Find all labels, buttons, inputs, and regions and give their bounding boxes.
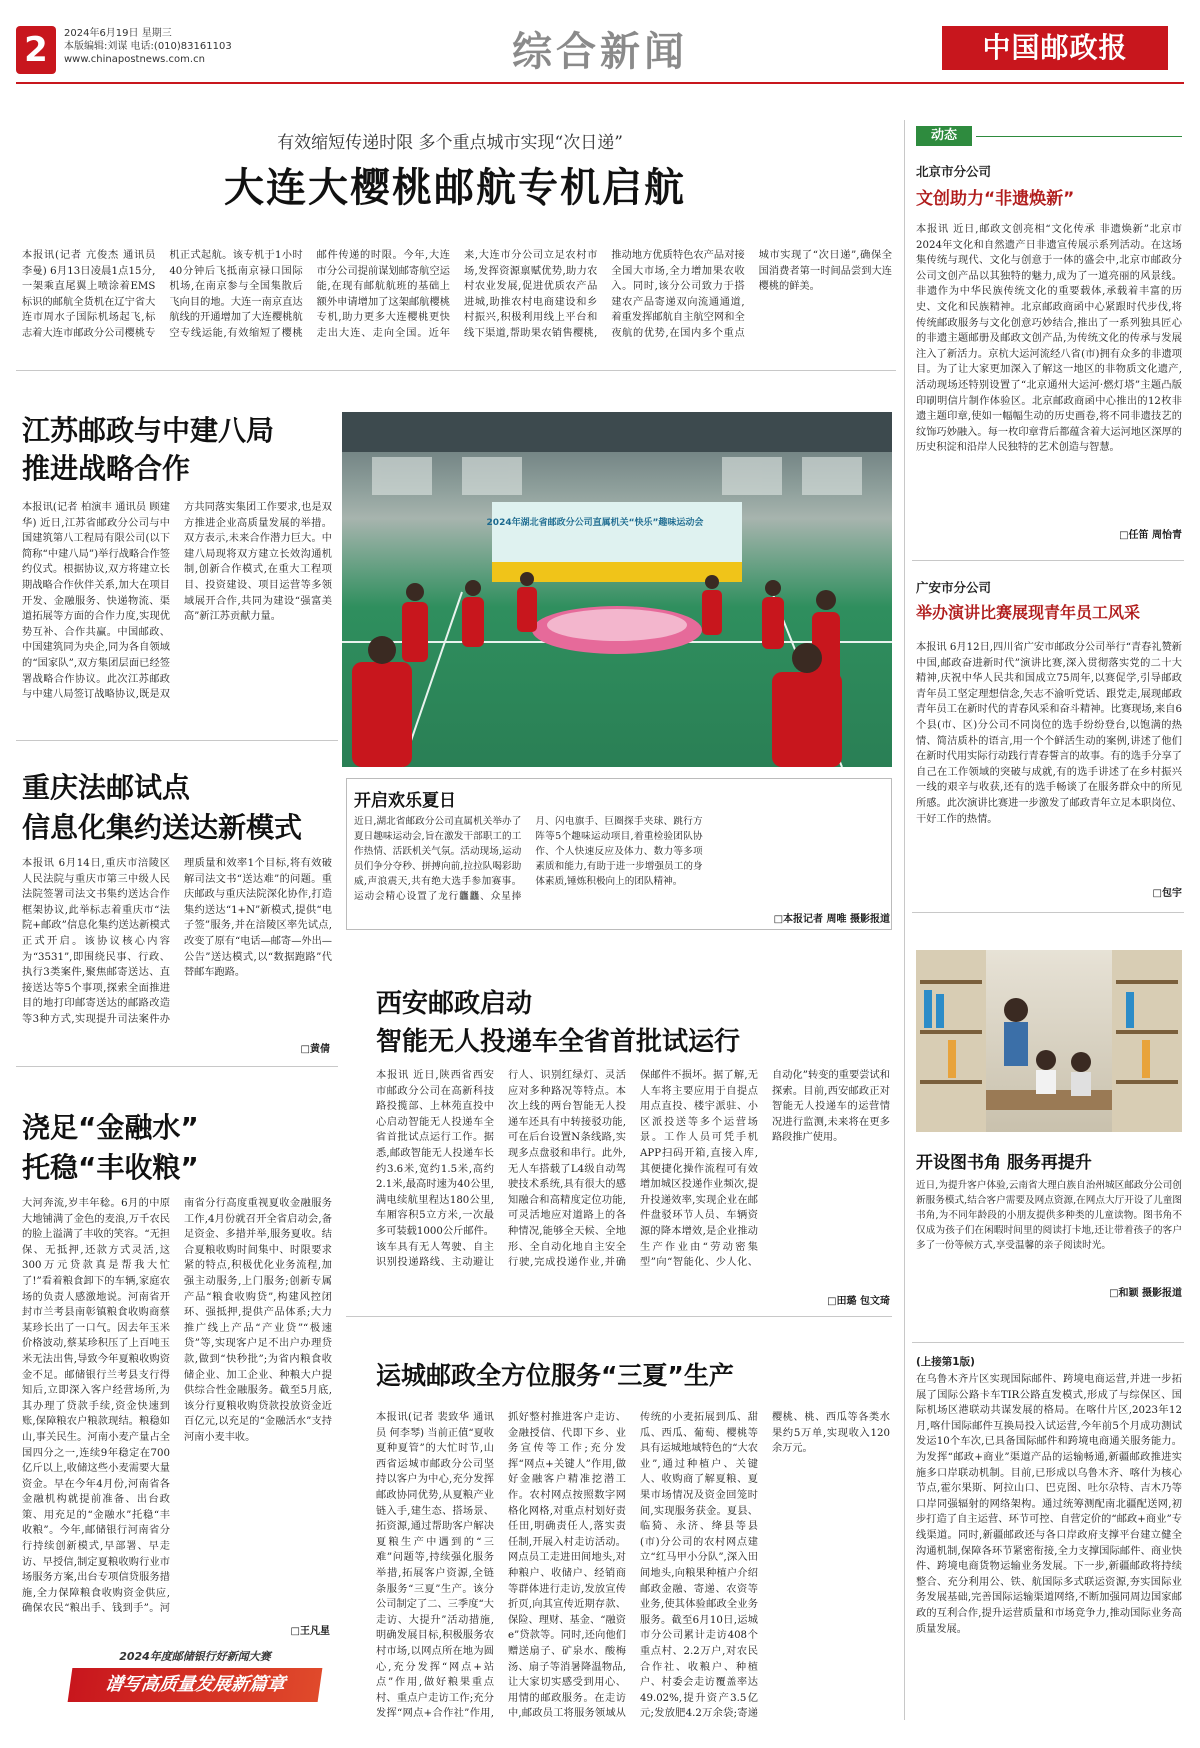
xinjiang-body: 在乌鲁木齐片区实现国际邮件、跨境电商运营,并进一步拓展了国际公路卡车TIR公路直发模式,形成了与综保区、国际机场区港联动共谋发展的格局。在喀什片区,2023年12月,喀什国际邮件互换局投入试运营,今年前5个月成功测试发运10个车次,已具备国际邮件和跨境电商通关服务能力。为发挥“邮政+商业”渠道产品的运输畅通,新疆邮政推进实施多口岸联动机制。目前,已形成以乌鲁木齐、喀什为核心节点,霍尔果斯、阿拉山口、巴克图、吐尔尕特、吉木乃等口岸同强辐射的网络架构。通过统筹测配南北疆配送网,初步打造了自主运营、环节可控、自营定价的“邮政+商业”专线渠道。同时,新疆邮政还与各口岸政府支撑平台建立健全沟通机制,保障各环节紧密衔接,全力支撑国际邮件、商业快件、跨境电商货物运输业务发展。下一步,新疆邮政将持续整合、充分利用公、铁、航国际多式联运资源,夯实国际业务发展基础,完善国际运输渠道网络,不断加强同周边国家邮政的互利合作,提升运营质量和市场竞争力,推动国际业务高质量发展。 xyxy=(916,1374,1182,1635)
beijing-title: 文创助力“非遗焕新” xyxy=(916,189,1075,209)
xian-title xyxy=(376,985,740,1061)
banner-top-text: 2024年度邮储银行好新闻大赛 xyxy=(119,1650,271,1663)
editor-info: 本版编辑:刘谋 电话:(010)83161103 xyxy=(64,41,232,52)
banner-main: 谱写高质量发展新篇章 xyxy=(68,1668,323,1702)
lead-rule xyxy=(16,370,896,371)
dongtai-label xyxy=(916,126,972,146)
guangan-body: 本报讯 6月12日,四川省广安市邮政分公司举行“青春礼赞新中国,邮政奋进新时代”演讲比赛,深入贯彻落实党的二十大精神,庆祝中华人民共和国成立75周年,以赛促学,引导邮政青年员工坚定理想信念,矢志不渝听党话、跟党走,展现邮政青年员工在新时代的青春风采和奋斗精神。比赛现场,来自6个县(市、区)分公司不同岗位的选手纷纷登台,以饱满的热情、简洁质朴的语言,用一个个鲜活生动的案例,讲述了他们在新时代用实际行动践行青春誓言的故事。有的选手分享了自己在工作领域的突破与成就,有的选手讲述了在乡村振兴一线的艰辛与收获,还有的选手畅谈了在服务群众中的所见所感。此次演讲比赛进一步激发了邮政青年立足本职岗位、干好工作的热情。 xyxy=(916,642,1182,825)
section-title: 综合新闻 xyxy=(512,28,688,75)
lead-body: 本报讯(记者 亢俊杰 通讯员 李曼) 6月13日凌晨1点15分,一架乘直尾翼上喷涂着EMS标识的邮航全货机在辽宁省大连市周水子国际机场起飞,标志着大连市邮政分公司樱桃专机正式起航。该专机于1小时40分钟后飞抵南京禄口国际机场,在南京参与全国集散后飞向目的地。大连一南京直达航线的开通增加了大连樱桃航空专线运能,有效缩短了樱桃邮件传递的时限。今年,大连市分公司提前谋划邮寄航空运能,在现有邮航航班的基础上额外申请增加了这架邮航樱桃专机,助力更多大连樱桃更快走出大连、走向全国。近年来,大连市分公司立足农村市场,发挥资源禀赋优势,助力农村农业发展,促进优质农产品进城,助推农村电商建设和乡村振兴,积极利用线上平台和线下渠道,帮助果农销售樱桃,推动地方优质特色农产品对接全国大市场,全力增加果农收入。同时,该分公司致力于搭建农产品寄递双向流通通道,着重发挥邮航自主航空网和全夜航的优势,在国内多个重点城市实现了“次日递”,确保全国消费者第一时间品尝到大连樱桃的鲜美。 xyxy=(22,250,892,339)
issue-date: 2024年6月19日 星期三 xyxy=(64,28,172,39)
sports-day-photo xyxy=(342,412,892,767)
finance-body: 大河奔流,岁丰年稔。6月的中原大地铺满了金色的麦浪,万千农民的脸上溢满了丰收的笑容。“无担保、无抵押,还款方式灵活,这300万元贷款真是帮我大忙了!”看着粮食卸下的车辆,家庭农场的负责人感激地说。河南省开封市兰考县南彰镇粮食收购商蔡某珍长出了一口气。因去年玉米价格波动,蔡某珍积压了上百吨玉米无法出售,导致今年夏粮收购资金不足。邮储银行兰考县支行得知后,立即深入客户经营场所,为其办理了贷款手续,资金快速到账,保障粮农户粮款现结。粮稳如山,事关民生。河南小麦产量占全国四分之一,连续9年稳定在700亿斤以上,收储这些小麦需要大量资金。早在今年4月份,河南省各金融机构就提前准备、出台政策、用充足的“金融水”托稳“丰收粮”。今年,邮储银行河南省分行持续创新模式,早部署、早走访、早授信,制定夏粮收购行业市场服务方案,出台专项信贷服务措施,全力保障粮食收购资金供应,确保农民“粮出手、钱到手”。河南省分行高度重视夏收金融服务工作,4月份就召开全省启动会,备足资金、多措并举,服务夏收。结合夏粮收购时间集中、时限要求紧的特点,积极优化业务流程,加强主动服务,上门服务;创新专属产品“粮食收购贷”,构建风控闭环、强抵押,提供产品体系;大力推广线上产品“产业贷”“极速贷”等,实现客户足不出户办理贷款,做到“快秒批”;为省内粮食收储企业、加工企业、种粮大户提供综合性金融服务。截至5月底,该分行夏粮收购贷款投放资金近百亿元,以充足的“金融活水”支持河南小麦丰收。 xyxy=(22,1198,332,1615)
photo-banner: 2024年湖北省邮政分公司直属机关“快乐”趣味运动会 xyxy=(486,518,704,528)
website: www.chinapostnews.com.cn xyxy=(64,54,205,65)
page-number-badge xyxy=(16,26,56,74)
beijing-credit: □任笛 周怡青 xyxy=(1119,530,1182,541)
finance-credit: □王凡星 xyxy=(290,1626,330,1637)
library-photo xyxy=(916,950,1182,1132)
masthead-rule xyxy=(16,82,1184,84)
xian-title-line2: 智能无人投递车全省首批试运行 xyxy=(376,1027,741,1057)
finance-banner xyxy=(70,1648,320,1712)
chongqing-credit: □黄倩 xyxy=(300,1044,330,1055)
xian-credit: □田璐 包文琦 xyxy=(827,1296,890,1307)
dongtai-rule xyxy=(976,136,1182,137)
paper-logo: 中国邮政报 xyxy=(942,26,1168,70)
yuncheng-title: 运城邮政全方位服务“三夏”生产 xyxy=(376,1361,734,1390)
jiangsu-title-line1: 江苏邮政与中建八局 xyxy=(22,414,275,447)
chongqing-body: 本报讯 6月14日,重庆市涪陵区人民法院与重庆市第三中级人民法院签署司法文书集约送达合作框架协议,此举标志着重庆市“法院+邮政”信息化集约送达新模式正式开启。该协议核心内容为“3531”,即围绕民事、行政、执行3类案件,聚焦邮寄送达、直接送达等5个事项,探索全面推进目的地打印邮寄送达的邮路改造等3种方式,实现提升司法案件办理质量和效率1个目标,将有效破解司法文书“送达难”的问题。重庆邮政与重庆法院深化协作,打造集约送达“1+N”新模式,提供“电子签”服务,并在涪陵区率先试点,改变了原有“电话—邮寄—外出—公告”送达模式,以“数据跑路”代替邮车跑路。 xyxy=(22,858,332,1025)
library-title: 开设图书角 服务再提升 xyxy=(916,1153,1092,1173)
jiangsu-title xyxy=(22,412,274,488)
dongtai-text: 动态 xyxy=(930,128,957,143)
chongqing-title-line1: 重庆法邮试点 xyxy=(22,771,191,804)
photo-credit: □本报记者 周唯 摄影报道 xyxy=(773,914,890,925)
xinjiang-tag: (上接第1版) xyxy=(916,1356,975,1368)
chongqing-title-line2: 信息化集约送达新模式 xyxy=(22,811,303,844)
beijing-body: 本报讯 近日,邮政文创亮相“文化传承 非遗焕新”北京市2024年文化和自然遗产日非遗宣传展示系列活动。在这场集传统与现代、文化与创意于一体的盛会中,北京市邮政分公司文创产品以其独特的魅力,成为了一道亮丽的风景线。非遗作为中华民族传统文化的重要载体,承载着丰富的历史、文化和民族精神。北京邮政商函中心紧跟时代步伐,将传统邮政服务与文化创意巧妙结合,推出了一系列独具匠心的非遗主题邮册及邮政文创产品,为传统文化的传承与发展注入了新活力。京杭大运河流经八省(市)拥有众多的非遗项目。为了让大家更加深入了解这一地区的非物质文化遗产,活动现场还特别设置了“北京通州大运河·燃灯塔”主题凸版印刷明信片制作体验区。北京邮政商函中心推出的12枚非遗主题印章,使如一幅幅生动的历史画卷,将不同非遗技艺的纹饰巧妙融入。每一枚印章背后都蕴含着大运河地区深厚的历史积淀和沿岸人民独特的艺术创造与智慧。 xyxy=(916,224,1182,454)
jiangsu-title-line2: 推进战略合作 xyxy=(22,452,191,485)
xian-body: 本报讯 近日,陕西省西安市邮政分公司在高新科技路投揽部、上林苑直投中心启动智能无人投递车全省首批试点运行工作。据悉,邮政智能无人投递车长约3.6米,宽约1.5米,高约2.1米,最高时速为40公里,满电续航里程达180公里,车厢容积5立方米,一次最多可装载1000公斤邮件。该车具有无人驾驶、自主识别投递路线、主动避让行人、识别红绿灯、灵活应对多种路况等特点。本次上线的两台智能无人投递车还具有中转接驳功能,可在后台设置N条线路,实现多点盘驳和串行。此外,无人车搭载了L4级自动驾驶技术系统,具有很大的感知融合和高精度定位功能,可灵活地应对道路上的各种情况,能够全天候、全地形、全自动化地自主安全行驶,完成投递作业,并确保邮件不损坏。据了解,无人车将主要应用于自提点用点直投、楼宇派驻、小区派投送等多个运营场景。工作人员可凭手机APP扫码开箱,直接入库,其便捷化操作流程可有效增加城区投递作业频次,提升投递效率,实现企业在邮件盘驳环节人员、车辆资源的降本增效,是企业推动生产作业由“劳动密集型”向“智能化、少人化、自动化”转变的重要尝试和探索。目前,西安邮政正对智能无人投递车的运营情况进行监测,未来将在更多路段推广使用。 xyxy=(376,1070,890,1269)
jiangsu-rule xyxy=(16,740,338,741)
photo-caption-frame xyxy=(346,778,892,930)
masthead-info xyxy=(64,27,232,66)
beijing-org: 北京市分公司 xyxy=(916,164,992,179)
yuncheng-body: 本报讯(记者 裴致华 通讯员 何李琴) 当前正值“夏收夏种夏管”的大忙时节,山西省运城市邮政分公司坚持以客户为中心,充分发挥邮政协同优势,从夏粮产业链入手,建生态、搭场景、拓资源,通过帮助客户解决夏粮生产中遇到的“三难”问题等,持续强化服务举措,拓展客户资源,全链条服务“三夏”生产。该分公司制定了二、三季度“大走访、大提升”活动措施,明确发展目标,积极服务农村市场,以网点所在地为圆心,充分发挥“网点+站点”作用,做好粮果重点村、重点户走访工作;充分发挥“网点+合作社”作用,抓好整村推进客户走访、金融授信、代即下乡、业务宣传等工作;充分发挥“网点+关键人”作用,做好金融客户精准挖潜工作。农村网点按照数字网格化网格,对重点村划好责任田,明确责任人,落实责任制,开展入村走访活动。网点员工走进田间地头,对种粮户、收储户、经销商等群体进行走访,发放宣传折页,向其宣传近期存款、保险、理财、基金、“融资e”贷款等。同时,还向他们赠送扇子、矿泉水、酸梅汤、扇子等消暑降温物品,让大家切实感受到用心、用情的邮政服务。在走访中,邮政员工将服务领域从传统的小麦拓展到瓜、甜瓜、西瓜、葡萄、樱桃等具有运城地域特色的“大农业”,通过种植户、关键人、收购商了解夏粮、夏果市场情况及资金回笼时间,实现服务获金。夏县、临猗、永济、绛县等县(市)分公司的农村网点建立“红马甲小分队”,深入田间地头,向粮果种植户介绍邮政金融、寄递、农资等业务,使其体验邮政全业务服务。截至6月10日,运城市分公司累计走访408个重点村、2.2万户,对农民合作社、收粮户、种植户、村委会走访覆盖率达49.02%,提升资产3.5亿元;发放肥4.2万余袋;寄递樱桃、桃、西瓜等各类水果约5万单,实现收入120余万元。 xyxy=(376,1412,890,1720)
photo-illustration xyxy=(342,412,892,767)
lead-kicker: 有效缩短传递时限 多个重点城市实现“次日递” xyxy=(277,133,623,153)
finance-title-line1: 浇足“金融水” xyxy=(22,1111,199,1144)
library-body: 近日,为提升客户体验,云南省大理白族自治州城区邮政分公司创新服务模式,结合客户需要及网点资源,在网点大厅开设了儿童图书角,为不同年龄段的小朋友提供多种类的儿童读物。图书角不仅成为孩子们在闲暇时间里的阅读打卡地,还让带着孩子的客户多了一份等候方式,享受温馨的亲子阅读时光。 xyxy=(916,1180,1182,1251)
guangan-title: 举办演讲比赛展现青年员工风采 xyxy=(916,603,1141,622)
xian-title-line1: 西安邮政启动 xyxy=(376,989,533,1019)
library-illustration xyxy=(916,950,1182,1132)
guangan-credit: □包宇 xyxy=(1152,888,1182,899)
finance-title xyxy=(22,1108,199,1188)
lead-title: 大连大樱桃邮航专机启航 xyxy=(224,165,686,211)
guangan-rule xyxy=(912,912,1184,913)
xian-rule xyxy=(346,1316,892,1317)
library-credit: □和颖 摄影报道 xyxy=(1109,1288,1182,1299)
jiangsu-body: 本报讯(记者 柏演丰 通讯员 顾建华) 近日,江苏省邮政分公司与中国建筑第八工程局有限公司(以下简称“中建八局”)举行战略合作签约仪式。根据协议,双方将建立长期战略合作伙伴关系,加大在项目开发、金融服务、快递物流、渠道拓展等方面的合作力度,实现优势互补、合作共赢。中国邮政、中国建筑同为央企,同为各自领域的“国家队”,双方集团层面已经签署战略合作协议。此次江苏邮政与中建八局签订战略协议,既是双方共同落实集团工作要求,也是双方推进企业高质量发展的举措。双方表示,未来合作潜力巨大。中建八局现将双方建立长效沟通机制,创新合作模式,在重大工程项目、投资建设、项目运营等多领域展开合作,共同为建设“强富美高”新江苏贡献力量。 xyxy=(22,502,332,701)
chongqing-rule xyxy=(16,1066,338,1067)
library-rule xyxy=(912,1342,1184,1343)
beijing-rule xyxy=(912,560,1184,561)
photo-caption-body: 近日,湖北省邮政分公司直属机关举办了夏日趣味运动会,旨在激发干部职工的工作热情、活跃机关气氛。活动现场,运动员们争分夺秒、拼搏向前,拉拉队喝彩助威,声浪震天,共有绝大选手参加赛事。运动会精心设置了龙行龘龘、众星捧月、闪电旗手、巨圈探手夹球、跳行方阵等5个趣味运动项目,着重检验团队协作、个人快速反应及体力、数力等多项素质和能力,有助于进一步增强员工的身体素质,锤炼积极向上的团队精神。 xyxy=(354,816,703,902)
photo-caption-title: 开启欢乐夏日 xyxy=(354,791,456,811)
chongqing-title xyxy=(22,768,302,848)
guangan-org: 广安市分公司 xyxy=(916,580,992,595)
finance-title-line2: 托稳“丰收粮” xyxy=(22,1151,199,1184)
page-number: 2 xyxy=(24,30,48,70)
right-column-divider xyxy=(904,120,905,1720)
